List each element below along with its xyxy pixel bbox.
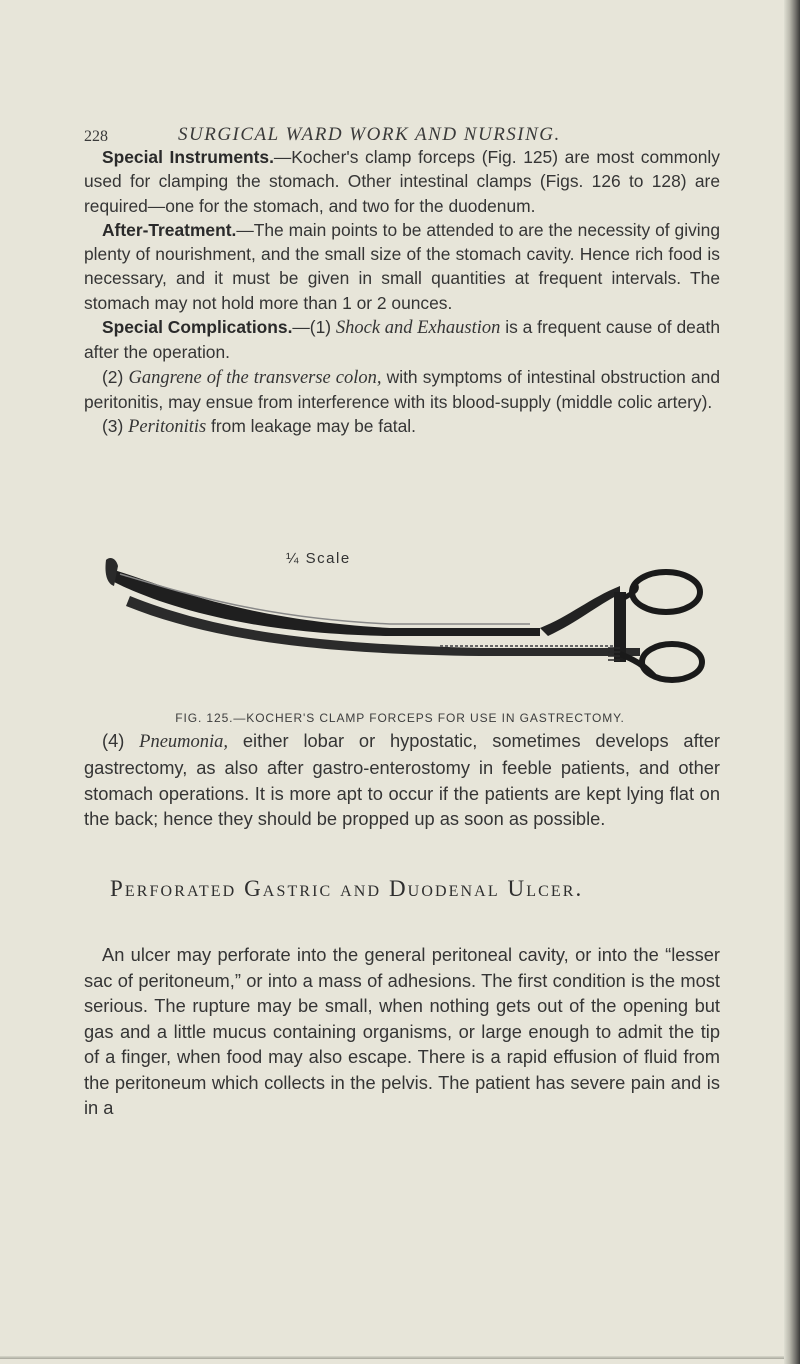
- scale-label: ¼ Scale: [286, 550, 351, 567]
- middle-text-block: [84, 728, 720, 831]
- paragraph-complication-2: [84, 365, 720, 415]
- run-in-heading: Special Complications.: [102, 317, 293, 338]
- upper-handle: [540, 586, 620, 636]
- italic-term: Gangrene of the transverse colon,: [128, 367, 382, 388]
- paragraph-text: —The main points to be attended to are the necessity of giving plenty of nourishment, and the small size of the stomach cavity. Hence rich food is necessary, and it must be given in small quantities at frequent intervals. The stomach may not hold more than 1 or 2 ounces.: [84, 219, 720, 313]
- paragraph-perforated-ulcer: An ulcer may perforate into the general peritoneal cavity, or into the “lesser sac of peritoneum,” or into a mass of adhesions. The first condition is the most serious. The rupture may be small, when nothing gets out of the opening but gas and a little mucus containing organisms, or large enough to admit the tip of a finger, when food may also escape. There is a rapid effusion of fluid from the peritoneum which collects in the pelvis. The patient has severe pain and is in a: [84, 944, 720, 1118]
- paragraph-text: (3): [102, 416, 129, 437]
- section-heading: Perforated Gastric and Duodenal Ulcer.: [110, 876, 584, 901]
- paragraph-text: —Kocher's clamp forceps (Fig. 125) are most commonly used for clamping the stomach. Other intestinal clamps (Figs. 126 to 128) are required—one for the stomach, and two for the duodenum.: [84, 147, 720, 216]
- italic-term: Peritonitis: [128, 417, 207, 438]
- upper-finger-ring: [632, 572, 700, 612]
- paragraph-text: (2): [102, 366, 129, 387]
- lower-finger-ring: [642, 644, 702, 680]
- clamp-forceps-illustration: [100, 536, 706, 686]
- page-bottom-edge: [0, 1356, 784, 1359]
- figure-caption: FIG. 125.—KOCHER'S CLAMP FORCEPS FOR USE IN GASTRECTOMY.: [175, 711, 625, 725]
- italic-term: Pneumonia,: [139, 732, 229, 752]
- paragraph-text: with symptoms of intestinal obstruction and peritonitis, may ensue from interference with its blood-supply (middle colic artery).: [84, 366, 720, 412]
- run-in-heading: After-Treatment.: [102, 219, 237, 240]
- page-number: 228: [84, 128, 108, 145]
- paragraph-text: either lobar or hypostatic, sometimes develops after gastrectomy, as also after gastro-enterostomy in feeble patients, and other stomach operations. It is more apt to occur if the patients are kept lying flat on the back; hence they should be propped up as soon as possible.: [84, 730, 721, 829]
- paragraph-after-treatment: [84, 218, 720, 315]
- section-text-block: [84, 902, 720, 1121]
- paragraph-text: —(1): [292, 317, 336, 338]
- running-title: SURGICAL WARD WORK AND NURSING.: [178, 124, 561, 145]
- page-edge-shadow: [784, 0, 800, 1364]
- paragraph-text: from leakage may be fatal.: [206, 416, 416, 437]
- italic-term: Shock and Exhaustion: [335, 318, 501, 339]
- paragraph-text: (4): [102, 730, 140, 751]
- clamp-forceps-figure: [100, 536, 706, 686]
- top-text-block: [84, 145, 720, 440]
- paragraph-complication-3: [84, 414, 720, 439]
- paragraph-special-complications: [84, 315, 720, 365]
- upper-clamp-jaw: [110, 570, 540, 636]
- paragraph-complication-4: [84, 728, 720, 831]
- run-in-heading: Special Instruments.: [102, 147, 274, 167]
- paragraph-text: is a frequent cause of death after the operation.: [84, 317, 720, 363]
- paragraph-special-instruments: [84, 145, 720, 218]
